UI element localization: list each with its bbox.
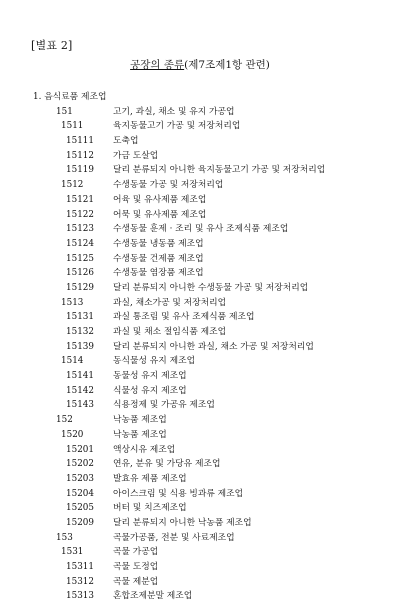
- item-name: 혼합조제분말 제조업: [113, 591, 193, 602]
- item-code: 15143: [66, 400, 94, 411]
- list-item: [0, 413, 400, 428]
- list-item: [0, 178, 400, 193]
- list-item: [0, 281, 400, 296]
- item-code: 15132: [66, 327, 94, 337]
- section-heading-text: 1. 음식료품 제조업: [33, 92, 107, 102]
- item-code: 1531: [61, 547, 84, 558]
- item-name: 달리 분류되지 아니한 낙농품 제조업: [113, 517, 252, 528]
- item-code: 15312: [66, 576, 94, 587]
- item-name: 수생동물 냉동품 제조업: [113, 238, 204, 249]
- item-name: 곡물 가공업: [113, 547, 159, 558]
- item-code: 15202: [66, 459, 94, 470]
- item-code: 15129: [66, 282, 94, 293]
- list-item: [0, 266, 400, 281]
- item-code: 15124: [66, 238, 94, 249]
- list-item: [0, 134, 400, 149]
- item-code: 152: [56, 415, 73, 426]
- list-item: [0, 457, 400, 472]
- item-name: 수생동물 건제품 제조업: [113, 253, 204, 264]
- list-item: [0, 428, 400, 443]
- document-title: [0, 57, 400, 72]
- list-item: [0, 384, 400, 399]
- item-name: 어묵 및 유사제품 제조업: [113, 209, 207, 220]
- item-name: 수생동물 염장품 제조업: [113, 268, 204, 279]
- section-heading: [0, 90, 400, 105]
- item-name: 식물성 유지 제조업: [113, 385, 187, 396]
- item-name: 발효유 제품 제조업: [113, 473, 187, 484]
- item-code: 1520: [61, 429, 84, 440]
- item-name: 낙농품 제조업: [113, 415, 167, 426]
- list-item: [0, 472, 400, 487]
- list-item: [0, 252, 400, 267]
- item-name: 동식물성 유지 제조업: [113, 356, 196, 367]
- title-main: 공장의 종류: [130, 59, 185, 71]
- item-name: 수생동물 훈제 · 조리 및 유사 조제식품 제조업: [113, 224, 289, 235]
- item-code: 15112: [66, 150, 94, 161]
- item-name: 버터 및 치즈제조업: [113, 503, 187, 514]
- title-note: (제7조제1항 관련): [184, 59, 270, 71]
- item-code: 15313: [66, 591, 94, 602]
- item-name: 식용정제 및 가공유 제조업: [113, 400, 215, 411]
- list-item: [0, 531, 400, 546]
- item-name: 낙농품 제조업: [113, 429, 167, 440]
- item-name: 동물성 유지 제조업: [113, 371, 187, 382]
- item-code: 15139: [66, 341, 94, 352]
- list-item: [0, 310, 400, 325]
- item-code: 15131: [66, 312, 94, 323]
- item-name: 과실, 채소가공 및 저장처리업: [113, 297, 227, 308]
- item-name: 달리 분류되지 아니한 수생동물 가공 및 저장처리업: [113, 282, 309, 293]
- item-code: 153: [56, 532, 73, 543]
- list-item: [0, 516, 400, 531]
- list-item: [0, 340, 400, 355]
- item-name: 어육 및 유사제품 제조업: [113, 194, 207, 205]
- item-code: 15311: [66, 562, 94, 572]
- item-code: 1513: [61, 297, 84, 308]
- item-code: 15142: [66, 385, 94, 396]
- item-code: 15209: [66, 517, 94, 528]
- item-code: 15141: [66, 371, 94, 382]
- list-item: [0, 398, 400, 413]
- list-item: [0, 545, 400, 560]
- item-name: 육지동물고기 가공 및 저장처리업: [113, 121, 241, 132]
- item-name: 과실 통조림 및 유사 조제식품 제조업: [113, 312, 255, 323]
- item-code: 1514: [61, 356, 84, 367]
- list-item: [0, 208, 400, 223]
- item-name: 곡물 제분업: [113, 576, 159, 587]
- item-code: 15122: [66, 209, 94, 220]
- item-code: 15123: [66, 224, 94, 235]
- item-name: 곡물가공품, 전분 및 사료제조업: [113, 532, 235, 543]
- item-name: 도축업: [113, 136, 139, 147]
- list-item: [0, 149, 400, 164]
- item-name: 연유, 분유 및 가당유 제조업: [113, 459, 221, 470]
- item-code: 15125: [66, 253, 94, 264]
- item-code: 15126: [66, 268, 94, 279]
- item-name: 달리 분류되지 아니한 육지동물고기 가공 및 저장처리업: [113, 165, 326, 176]
- list-item: [0, 443, 400, 458]
- item-name: 액상시유 제조업: [113, 444, 176, 455]
- list-item: [0, 501, 400, 516]
- list-item: [0, 589, 400, 604]
- list-item: [0, 296, 400, 311]
- item-name: 가금 도살업: [113, 150, 159, 161]
- list-item: [0, 237, 400, 252]
- item-code: 15201: [66, 444, 94, 455]
- item-code: 15121: [66, 194, 94, 205]
- list-item: [0, 193, 400, 208]
- list-item: [0, 325, 400, 340]
- list-item: [0, 222, 400, 237]
- item-code: 15205: [66, 503, 94, 514]
- item-code: 1512: [61, 180, 84, 191]
- item-code: 15111: [66, 136, 94, 147]
- list-item: [0, 369, 400, 384]
- item-name: 수생동물 가공 및 저장처리업: [113, 180, 224, 191]
- item-code: 15204: [66, 488, 94, 499]
- item-code: 151: [56, 106, 73, 117]
- item-name: 과실 및 채소 절임식품 제조업: [113, 327, 227, 337]
- list-item: [0, 487, 400, 502]
- list-item: [0, 119, 400, 134]
- item-name: 고기, 과실, 채소 및 유지 가공업: [113, 106, 235, 117]
- list-item: [0, 105, 400, 120]
- item-name: 달리 분류되지 아니한 과실, 채소 가공 및 저장처리업: [113, 341, 314, 352]
- item-code: 1511: [61, 121, 84, 132]
- item-name: 곡물 도정업: [113, 562, 159, 572]
- classification-list: [0, 90, 400, 604]
- list-item: [0, 560, 400, 575]
- list-item: [0, 163, 400, 178]
- item-code: 15203: [66, 473, 94, 484]
- item-code: 15119: [66, 165, 94, 176]
- annex-label: [별표 2]: [31, 39, 73, 52]
- item-name: 아이스크림 및 식용 빙과류 제조업: [113, 488, 244, 499]
- list-item: [0, 354, 400, 369]
